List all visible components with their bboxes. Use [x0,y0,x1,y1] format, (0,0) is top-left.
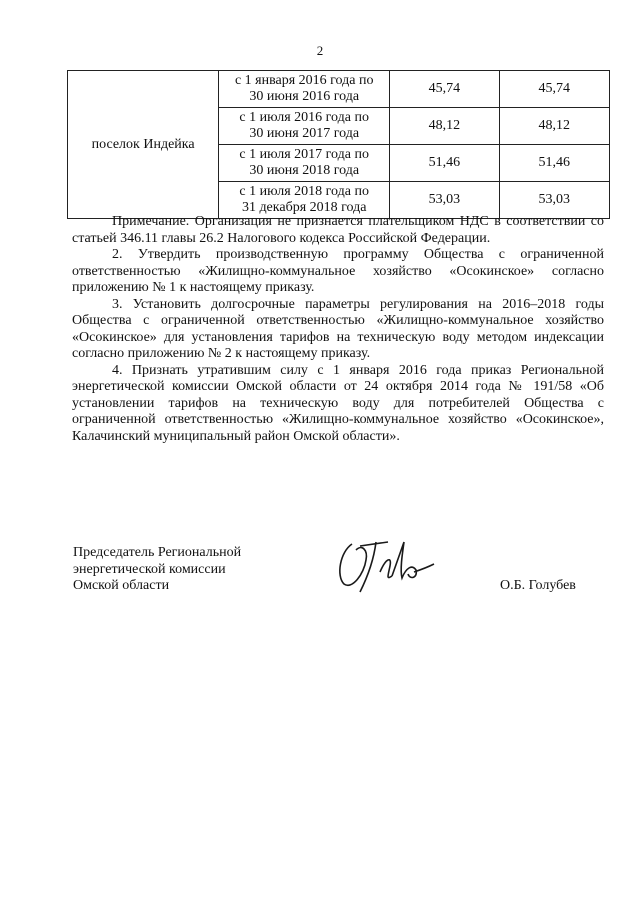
tariff-value-2: 48,12 [499,108,609,145]
position-line-1: Председатель Региональной [73,545,242,560]
tariff-value-1: 51,46 [390,145,499,182]
period-cell [219,145,390,182]
period-cell [219,108,390,145]
tariff-value-2: 53,03 [499,182,609,219]
page-number: 2 [316,43,324,58]
period-cell [219,71,390,108]
location-cell: поселок Индейка [68,71,219,219]
table-row [68,71,610,108]
period-end: 31 декабря 2018 года [241,200,367,215]
period-start: с 1 января 2016 года по [234,73,374,88]
tariff-value-1: 45,74 [390,71,499,108]
period-end: 30 июня 2018 года [249,163,360,178]
position-line-2: энергетической комиссии [73,561,226,577]
tariff-value-2: 51,46 [499,145,609,182]
period-start: с 1 июля 2017 года по [239,147,369,162]
paragraph-2: 2. Утвердить производственную программу Общества с ограниченной ответственностью «Жилищно-коммунальное хозяйство «Осокинское» согласно приложению № 1 к настоящему приказу. [72,247,604,295]
period-start: с 1 июля 2016 года по [239,110,369,125]
paragraph-4: 4. Признать утратившим силу с 1 января 2016 года приказ Региональной энергетической комиссии Омской области от 24 октября 2014 года № 191/58 «Об установлении тарифов на техническую воду для потребителей Общества с ограниченной ответственностью «Жилищно-коммунальное хозяйство «Осокинское», Калачинский муниципальный район Омской области». [72,362,604,444]
tariff-table [67,70,610,219]
tariff-value-2: 45,74 [499,71,609,108]
period-end: 30 июня 2017 года [249,126,360,141]
body-text [72,214,604,445]
tariff-value-1: 48,12 [390,108,499,145]
period-cell [219,182,390,219]
period-end: 30 июня 2016 года [249,89,360,104]
handwritten-signature-icon [330,532,440,602]
tariff-value-1: 53,03 [390,182,499,219]
note-paragraph: Примечание. Организация не признается плательщиком НДС в соответствии со статьей 346.11 главы 26.2 Налогового кодекса Российской Федерации. [72,214,604,246]
signatory-name: О.Б. Голубев [500,578,576,593]
position-line-3: Омской области [73,578,170,593]
period-start: с 1 июля 2018 года по [239,184,369,199]
paragraph-3: 3. Установить долгосрочные параметры регулирования на 2016–2018 годы Общества с ограниченной ответственностью «Жилищно-коммунальное хозяйство «Осокинское» для установления тарифов на техническую воду методом индексации согласно приложению № 2 к настоящему приказу. [72,296,604,361]
signatory-position [73,545,241,595]
